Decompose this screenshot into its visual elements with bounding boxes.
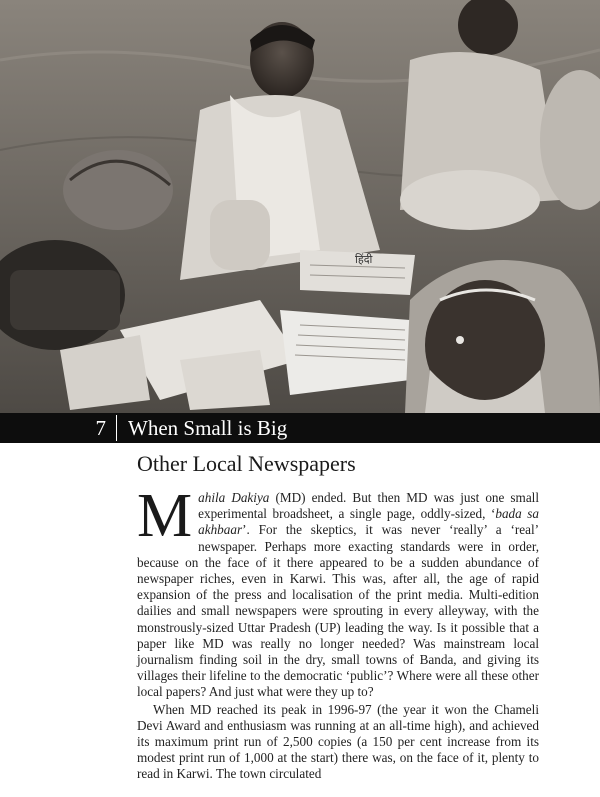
- chapter-number: 7: [95, 415, 106, 440]
- body-text: [137, 482, 539, 783]
- paragraph-2: When MD reached its peak in 1996-97 (the year it won the Chameli Devi Award and enthusiasm was running at an all-time high), and achieved its maximum print run of 2,500 copies (a 150 per cent increase from its modest print run of 1,000 at the start) there was, on the face of it, plenty to read in Karwi. The town circulated: [137, 701, 539, 782]
- newspaper-masthead: हिंदी: [355, 253, 373, 266]
- section-title: Other Local Newspapers: [137, 451, 356, 476]
- paragraph-1: [137, 482, 539, 701]
- chapter-header-band: [0, 413, 600, 443]
- paragraph-1-text-b: ’. For the skeptics, it was never ‘really’ a ‘real’ newspaper. Perhaps more exacting standards were in order, because on the face of it there appeared to be a sudden abundance of newspaper riches, even in Karwi. This was, after all, the age of rapid expansion of the press and localisation of the print media. Multi-edition dailies and small newspapers were sprouting in every alleyway, with the monstrously-sized Uttar Pradesh (UP) leading the way. Is it possible that a paper like MD was really no longer needed? Was mainstream local journalism finding soil in the dry, small towns of Banda, and giving its villages their lifeline to the democratic ‘public’? Where were all these other local papers? And just what were they up to?: [137, 522, 539, 700]
- drop-cap: M: [137, 482, 193, 550]
- paragraph-1-text-a: (MD) ended. But then MD was just one small experimental broadsheet, a single page, oddly-sized, ‘: [198, 490, 539, 522]
- chapter-title: When Small is Big: [128, 415, 288, 440]
- italic-bada-sa-akhbaar: bada sa akhbaar: [198, 506, 539, 538]
- italic-title-mahila-dakiya: ahila Dakiya: [198, 490, 270, 505]
